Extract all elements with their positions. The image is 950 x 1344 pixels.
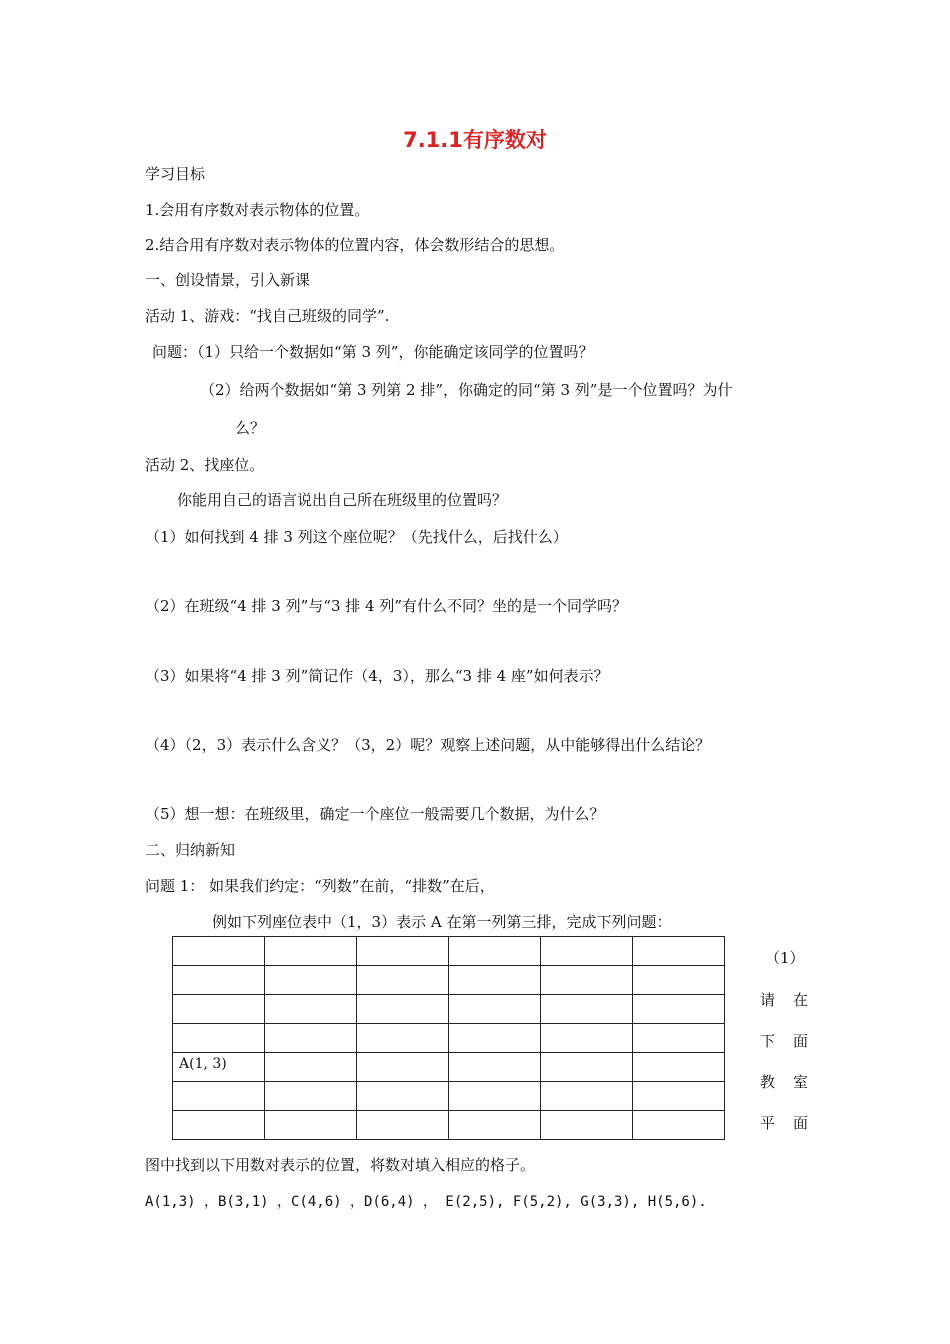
side-char: 下 — [760, 1032, 776, 1050]
table-cell — [173, 966, 265, 995]
table-cell — [265, 995, 357, 1024]
table-cell — [265, 937, 357, 966]
table-cell — [449, 1024, 541, 1053]
table-cell — [541, 1111, 633, 1140]
table-cell — [173, 1111, 265, 1140]
page-title: 7.1.1有序数对 — [403, 128, 547, 152]
coordinate-list: A(1,3) ，B(3,1) ，C(4,6) ，D(6,4) ， E(2,5), F(5,2), G(3,3), H(5,6). — [145, 1194, 707, 1210]
table-row — [173, 1024, 725, 1053]
goal-2: 2.结合用有序数对表示物体的位置内容，体会数形结合的思想。 — [145, 236, 565, 254]
table-cell — [541, 937, 633, 966]
table-cell — [449, 1053, 541, 1082]
table-cell — [357, 966, 449, 995]
table-cell — [173, 1024, 265, 1053]
side-char: 平 — [760, 1114, 776, 1132]
table-cell — [173, 1082, 265, 1111]
section-heading-intro: 一、创设情景，引入新课 — [145, 271, 311, 289]
table-cell — [633, 966, 725, 995]
side-char: 教 — [760, 1073, 776, 1091]
table-cell — [357, 995, 449, 1024]
sub-question-5: （5）想一想：在班级里，确定一个座位一般需要几个数据，为什么？ — [145, 805, 605, 823]
table-cell — [357, 937, 449, 966]
table-cell — [173, 937, 265, 966]
table-cell — [541, 1053, 633, 1082]
activity-2: 活动 2、找座位。 — [145, 456, 265, 474]
side-label: （1） — [765, 949, 805, 967]
problem-1: 问题 1： 如果我们约定：“列数”在前，“排数”在后， — [145, 877, 495, 895]
table-cell — [173, 995, 265, 1024]
table-cell — [633, 995, 725, 1024]
table-cell — [633, 1024, 725, 1053]
question-2: （2）给两个数据如“第 3 列第 2 排”，你确定的同“第 3 列”是一个位置吗？为什 — [200, 381, 733, 399]
table-cell — [265, 1053, 357, 1082]
side-char: 面 — [792, 1032, 808, 1050]
sub-question-4: （4）（2，3）表示什么含义？（3，2）呢？观察上述问题，从中能够得出什么结论？ — [145, 736, 711, 754]
table-cell — [449, 1082, 541, 1111]
question-1: 问题：（1）只给一个数据如“第 3 列”，你能确定该同学的位置吗？ — [152, 343, 594, 361]
side-char: 室 — [792, 1073, 808, 1091]
table-row — [173, 937, 725, 966]
side-char: 在 — [792, 991, 808, 1009]
sub-question-1: （1）如何找到 4 排 3 列这个座位呢？（先找什么，后找什么） — [145, 528, 568, 546]
table-cell — [357, 1082, 449, 1111]
sub-question-3: （3）如果将“4 排 3 列”简记作（4，3），那么“3 排 4 座”如何表示？ — [145, 667, 609, 685]
instruction-text: 图中找到以下用数对表示的位置，将数对填入相应的格子。 — [145, 1156, 536, 1174]
table-cell — [449, 937, 541, 966]
table-cell — [633, 1111, 725, 1140]
table-cell — [633, 937, 725, 966]
table-cell — [265, 1111, 357, 1140]
goal-1: 1.会用有序数对表示物体的位置。 — [145, 201, 370, 219]
table-cell — [541, 1082, 633, 1111]
table-cell — [265, 1024, 357, 1053]
table-row — [173, 1082, 725, 1111]
table-cell — [449, 1111, 541, 1140]
table-cell — [357, 1111, 449, 1140]
side-char: 面 — [792, 1114, 808, 1132]
table-cell — [541, 966, 633, 995]
table-cell — [449, 995, 541, 1024]
table-cell — [541, 995, 633, 1024]
table-row — [173, 966, 725, 995]
table-cell: A(1, 3) — [173, 1053, 265, 1082]
side-char: 请 — [760, 991, 776, 1009]
problem-1-example: 例如下列座位表中（1，3）表示 A 在第一列第三排，完成下列问题： — [212, 913, 672, 931]
table-cell — [633, 1053, 725, 1082]
table-cell — [265, 966, 357, 995]
table-cell — [357, 1053, 449, 1082]
table-cell — [357, 1024, 449, 1053]
table-row — [173, 1053, 725, 1082]
question-2-cont: 么？ — [235, 419, 266, 437]
table-cell — [265, 1082, 357, 1111]
seating-table — [172, 936, 725, 1140]
table-cell — [449, 966, 541, 995]
section-heading-summary: 二、归纳新知 — [145, 841, 236, 859]
table-cell — [633, 1082, 725, 1111]
activity-2-prompt: 你能用自己的语言说出自己所在班级里的位置吗？ — [177, 491, 508, 509]
table-cell — [541, 1024, 633, 1053]
section-heading-goals: 学习目标 — [145, 165, 206, 183]
table-row — [173, 995, 725, 1024]
sub-question-2: （2）在班级“4 排 3 列”与“3 排 4 列”有什么不同？坐的是一个同学吗？ — [145, 597, 628, 615]
activity-1: 活动 1、游戏：“找自己班级的同学”. — [145, 307, 390, 325]
table-row — [173, 1111, 725, 1140]
